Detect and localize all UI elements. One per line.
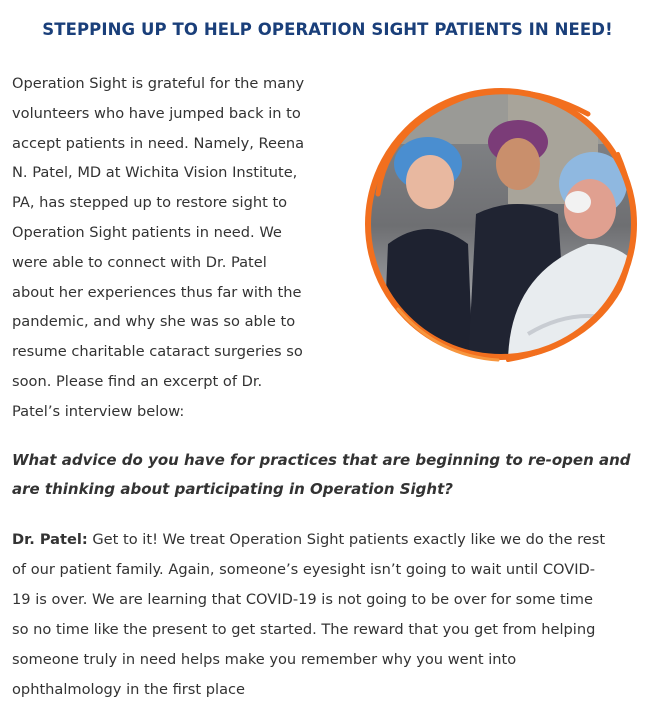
- intro-line: accept patients in need. Namely, Reena: [12, 134, 305, 152]
- question-line: What advice do you have for practices that are beginning to re-open and: [12, 451, 631, 469]
- intro-line: Operation Sight is grateful for the many: [12, 75, 305, 92]
- intro-paragraph: [12, 69, 342, 427]
- circular-photo: [358, 84, 644, 368]
- answer-line: [12, 525, 652, 555]
- answer-line: so no time like the present to get started. The reward that you get from helping: [12, 621, 596, 639]
- photo-illustration: [358, 84, 644, 368]
- intro-line: resume charitable cataract surgeries so: [12, 343, 303, 361]
- speaker-name: Dr. Patel:: [12, 531, 88, 548]
- answer-line: ophthalmology in the first place: [12, 681, 246, 699]
- intro-line: PA, has stepped up to restore sight to: [12, 194, 288, 212]
- question-line: are thinking about participating in Operation Sight?: [12, 480, 453, 498]
- interview-answer: [12, 525, 652, 706]
- answer-line: someone truly in need helps make you remember why you went into: [12, 651, 517, 669]
- intro-line: pandemic, and why she was so able to: [12, 313, 296, 331]
- intro-line: Patel’s interview below:: [12, 402, 185, 420]
- answer-line: 19 is over. We are learning that COVID-19 is not going to be over for some time: [12, 591, 593, 609]
- intro-line: Operation Sight patients in need. We: [12, 223, 282, 241]
- intro-line: volunteers who have jumped back in to: [12, 104, 301, 122]
- intro-line: N. Patel, MD at Wichita Vision Institute,: [12, 164, 298, 182]
- answer-line: of our patient family. Again, someone’s eyesight isn’t going to wait until COVID-: [12, 561, 596, 579]
- article-headline: STEPPING UP TO HELP OPERATION SIGHT PATIENTS IN NEED!: [42, 20, 613, 39]
- intro-line: were able to connect with Dr. Patel: [12, 253, 267, 271]
- intro-line: soon. Please find an excerpt of Dr.: [12, 372, 263, 390]
- photo-scene: [358, 84, 644, 368]
- intro-line: about her experiences thus far with the: [12, 283, 302, 301]
- interview-question: [12, 446, 652, 504]
- answer-text: Get to it! We treat Operation Sight patients exactly like we do the rest: [87, 531, 606, 548]
